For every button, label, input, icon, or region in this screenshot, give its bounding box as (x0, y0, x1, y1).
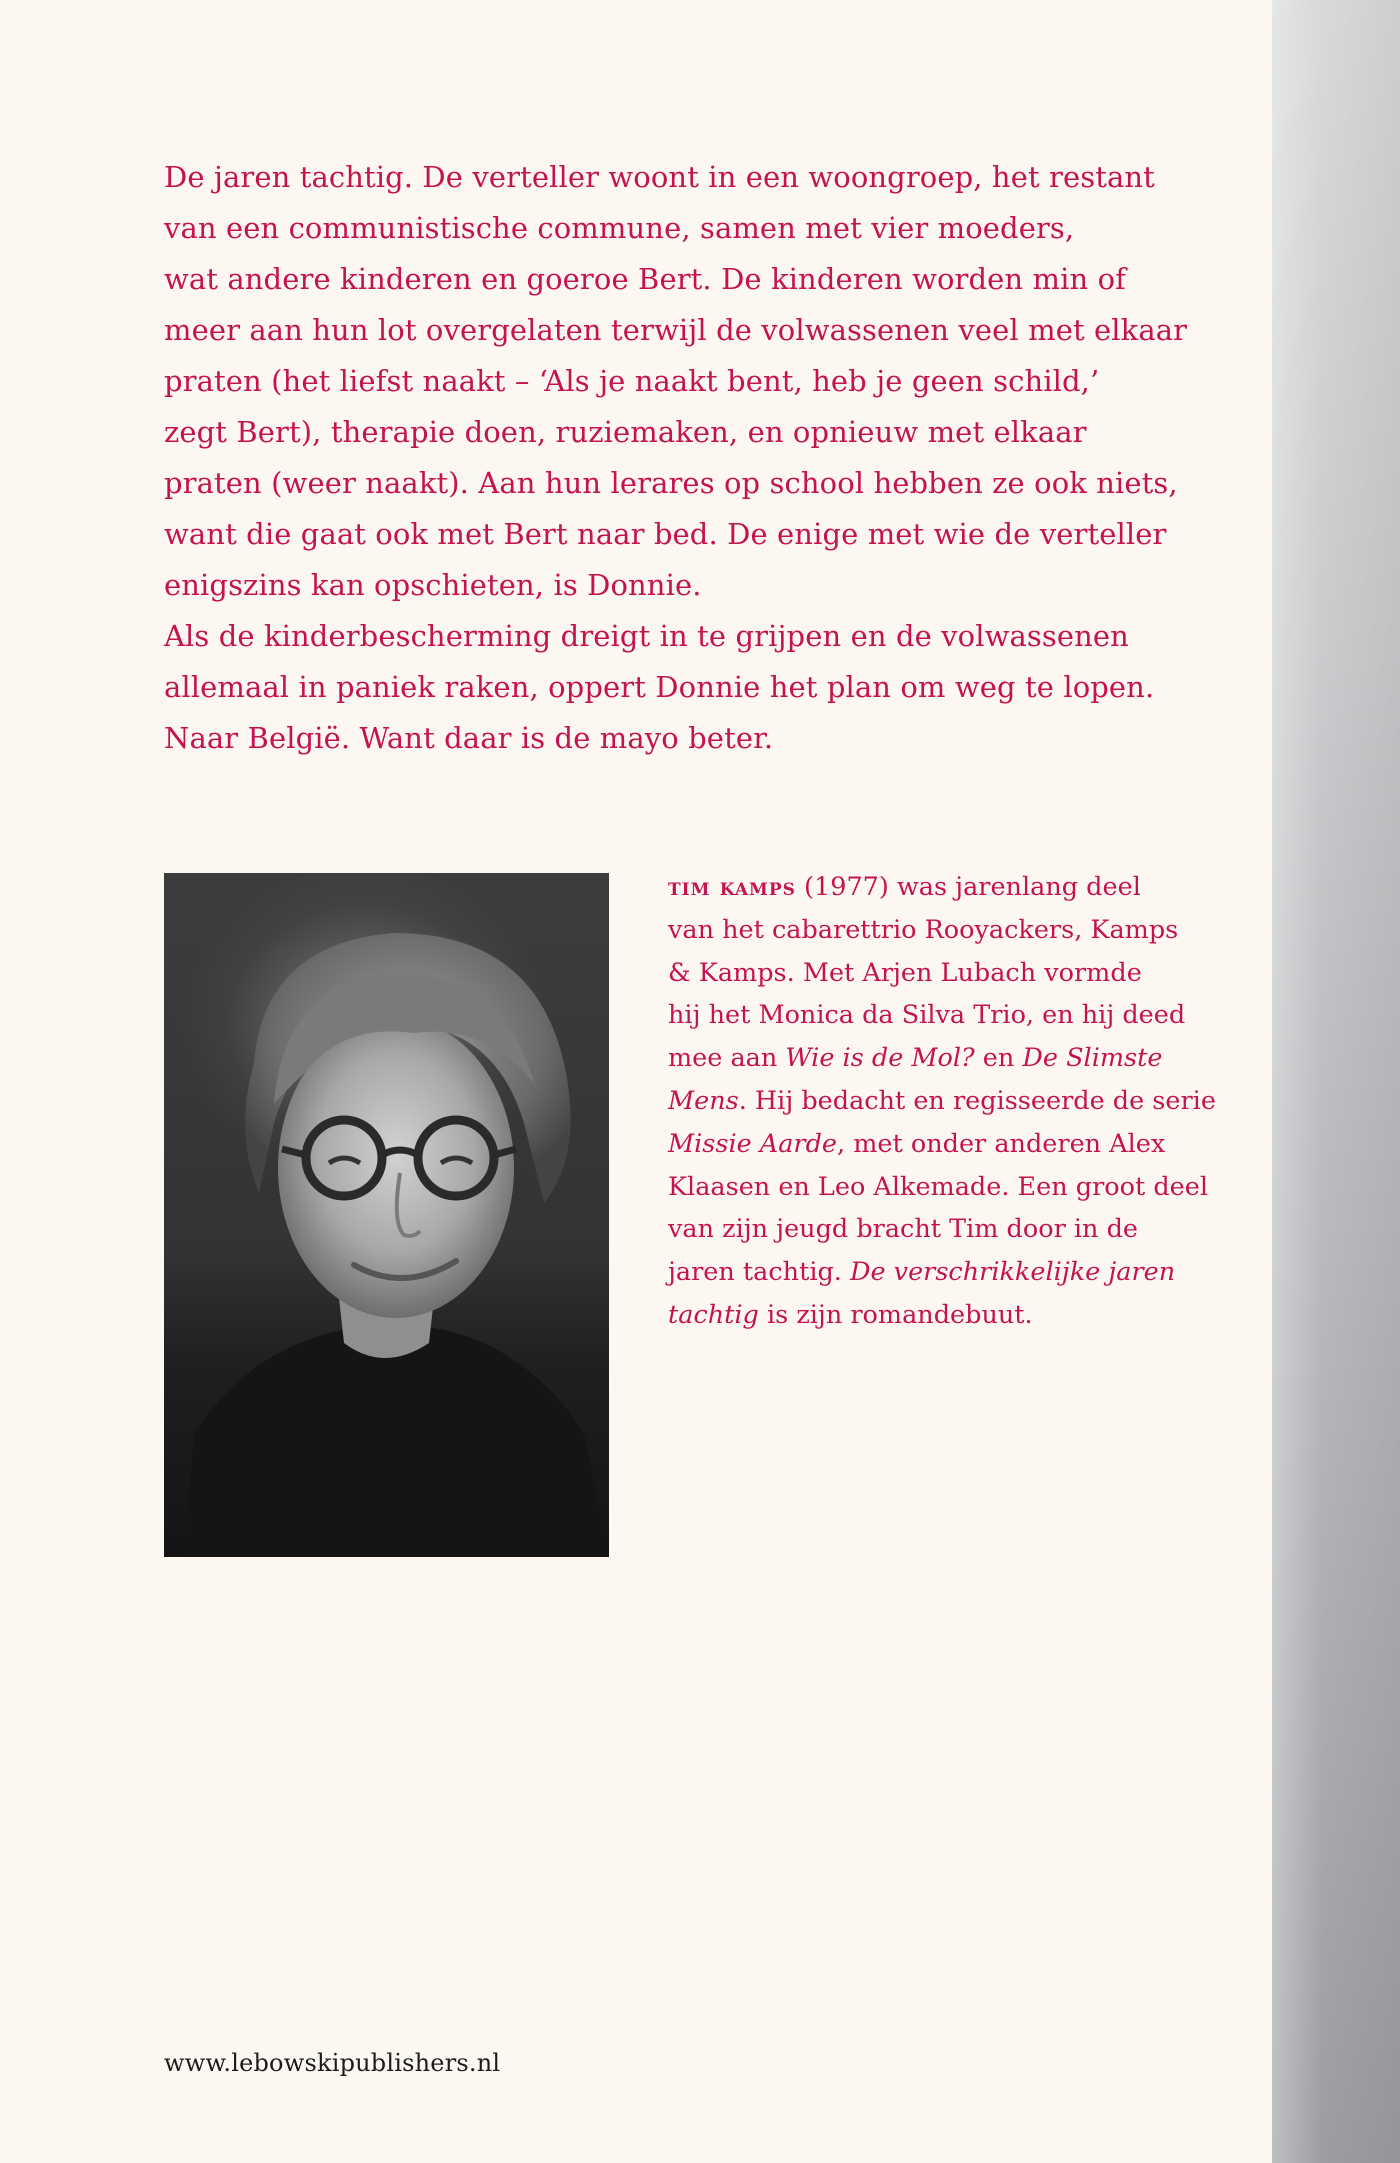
bio-title-italic: De Slimste (1022, 1043, 1163, 1074)
bio-text: van het cabarettrio Rooyackers, Kamps (668, 914, 1179, 945)
publisher-website: www.lebowskipublishers.nl (164, 2049, 501, 2077)
bio-text: . Hij bedacht en regisseerde de serie (738, 1085, 1216, 1116)
author-portrait-illustration (164, 873, 609, 1557)
bio-title-italic: De verschrikkelijke jaren (850, 1257, 1176, 1288)
blurb-line: allemaal in paniek raken, oppert Donnie het plan om weg te lopen. (164, 670, 1155, 704)
bio-title-italic: tachtig (668, 1299, 759, 1330)
bio-text: van zijn jeugd bracht Tim door in de (668, 1214, 1138, 1245)
bio-text: en (974, 1043, 1023, 1074)
blurb-line: meer aan hun lot overgelaten terwijl de volwassenen veel met elkaar (164, 313, 1188, 347)
bio-text: Klaasen en Leo Alkemade. Een groot deel (668, 1171, 1209, 1202)
bio-text: jaren tachtig. (668, 1257, 851, 1288)
author-photo (164, 873, 609, 1557)
bio-text: hij het Monica da Silva Trio, en hij deed (668, 1000, 1186, 1031)
bio-text: mee aan (668, 1043, 786, 1074)
author-name: tim kamps (668, 872, 796, 901)
blurb-line: van een communistische commune, samen met vier moeders, (164, 211, 1075, 245)
book-spine-edge (1272, 0, 1400, 2163)
blurb-line: Als de kinderbescherming dreigt in te grijpen en de volwassenen (164, 619, 1129, 653)
blurb-line: want die gaat ook met Bert naar bed. De enige met wie de verteller (164, 517, 1167, 551)
author-biography (668, 866, 1228, 1337)
blurb-line: praten (weer naakt). Aan hun lerares op school hebben ze ook niets, (164, 466, 1178, 500)
blurb-line: zegt Bert), therapie doen, ruziemaken, en opnieuw met elkaar (164, 415, 1087, 449)
blurb-line: Naar België. Want daar is de mayo beter. (164, 721, 774, 755)
back-cover-blurb (164, 152, 1244, 764)
bio-text: is zijn romandebuut. (758, 1299, 1033, 1330)
blurb-line: praten (het liefst naakt – ‘Als je naakt bent, heb je geen schild,’ (164, 364, 1100, 398)
blurb-line: wat andere kinderen en goeroe Bert. De kinderen worden min of (164, 262, 1126, 296)
bio-title-italic: Missie Aarde (668, 1128, 838, 1159)
bio-text: (1977) was jarenlang deel (795, 872, 1141, 902)
bio-title-italic: Wie is de Mol? (785, 1043, 975, 1074)
blurb-line: De jaren tachtig. De verteller woont in een woongroep, het restant (164, 160, 1155, 194)
bio-text: & Kamps. Met Arjen Lubach vormde (668, 957, 1142, 988)
blurb-line: enigszins kan opschieten, is Donnie. (164, 568, 702, 602)
bio-title-italic: Mens (668, 1085, 739, 1116)
bio-text: , met onder anderen Alex (837, 1128, 1166, 1159)
